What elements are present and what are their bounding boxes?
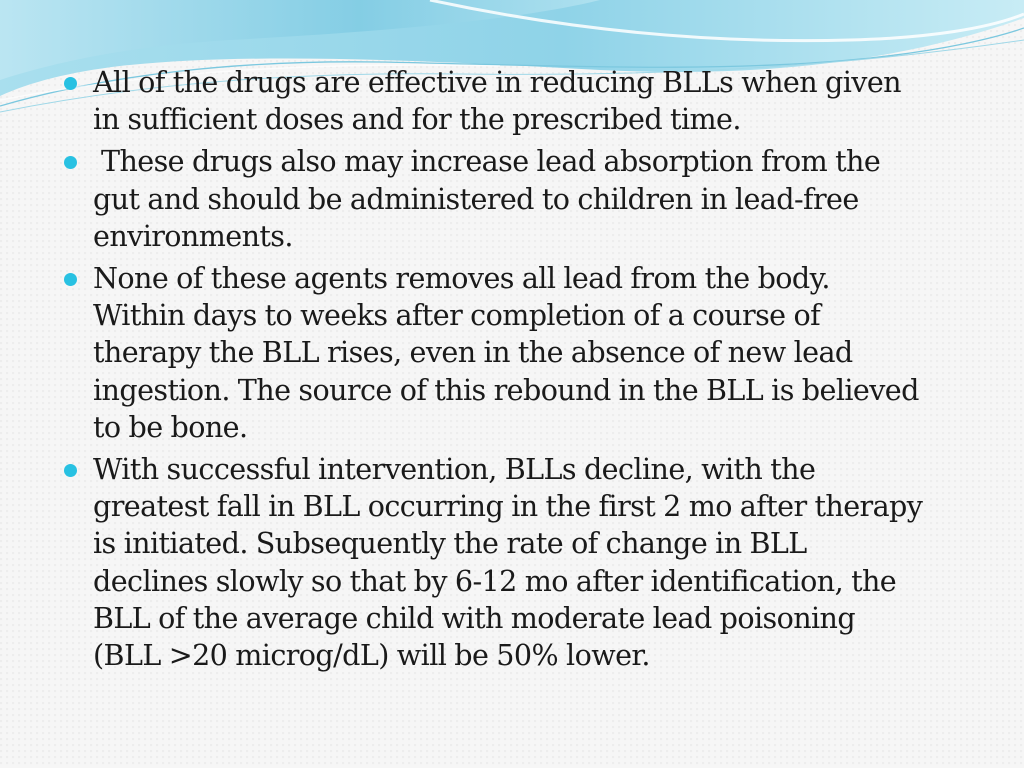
bullet-line: With successful intervention, BLLs decline, with the <box>93 452 816 487</box>
bullet-line: environments. <box>93 218 293 253</box>
bullet-item-bll-decline <box>64 451 964 674</box>
bullet-line: These drugs also may increase lead absorption from the <box>93 144 881 179</box>
bullet-line: (BLL >20 microg/dL) will be 50% lower. <box>93 638 650 673</box>
bullet-line: Within days to weeks after completion of a course of <box>93 298 821 333</box>
bullet-item-lead-rebound <box>64 260 964 446</box>
bullet-text <box>93 260 964 446</box>
bullet-line: declines slowly so that by 6-12 mo after identification, the <box>93 563 897 598</box>
bullet-line: gut and should be administered to children in lead-free <box>93 181 859 216</box>
bullet-text <box>93 451 964 674</box>
bullet-line: to be bone. <box>93 409 248 444</box>
bullet-item-drugs-effective <box>64 64 964 138</box>
bullet-item-lead-absorption <box>64 143 964 255</box>
slide-content <box>64 64 964 679</box>
bullet-line: All of the drugs are effective in reducing BLLs when given <box>93 65 901 99</box>
bullet-dot-icon <box>64 156 77 169</box>
bullet-line: is initiated. Subsequently the rate of change in BLL <box>93 526 807 561</box>
bullet-text <box>93 143 964 255</box>
bullet-dot-icon <box>64 77 77 90</box>
bullet-text <box>93 64 964 138</box>
bullet-line: therapy the BLL rises, even in the absence of new lead <box>93 335 853 370</box>
bullet-line: None of these agents removes all lead from the body. <box>93 261 830 296</box>
bullet-line: ingestion. The source of this rebound in the BLL is believed <box>93 372 919 407</box>
bullet-list <box>64 64 964 674</box>
bullet-dot-icon <box>64 273 77 286</box>
bullet-line: in sufficient doses and for the prescribed time. <box>93 102 741 137</box>
bullet-dot-icon <box>64 464 77 477</box>
bullet-line: greatest fall in BLL occurring in the first 2 mo after therapy <box>93 489 923 524</box>
bullet-line: BLL of the average child with moderate lead poisoning <box>93 600 856 635</box>
